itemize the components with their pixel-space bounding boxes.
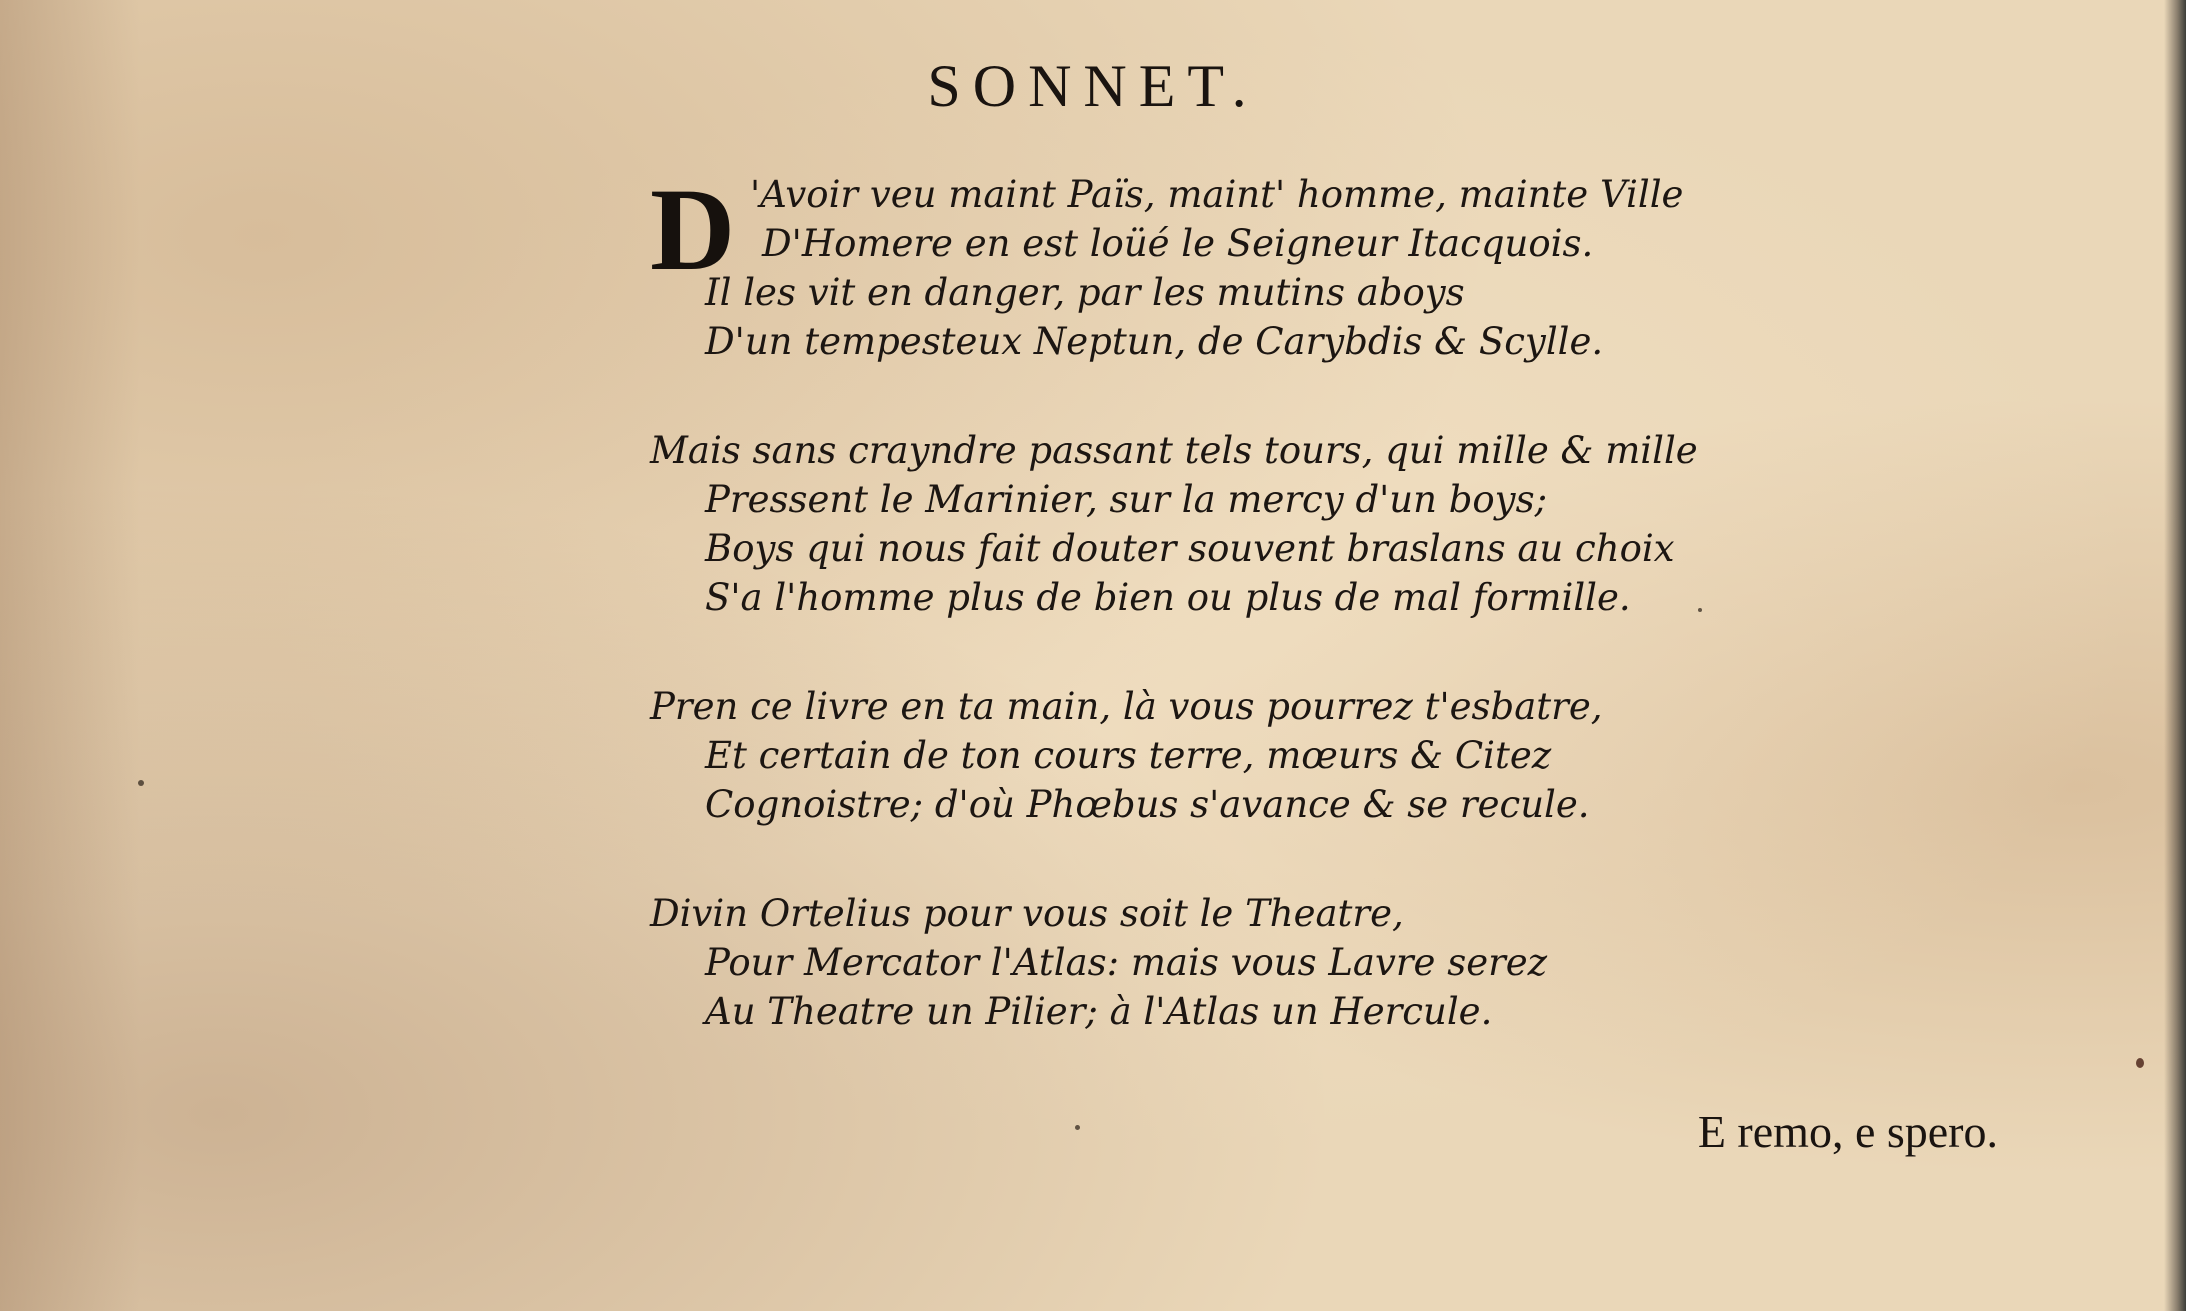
- verse-line: Cognoistre; d'où Phœbus s'avance & se recule.: [705, 783, 1590, 826]
- ink-speck: [1698, 608, 1702, 612]
- verse-line: D'Homere en est loüé le Seigneur Itacquois.: [762, 222, 1594, 265]
- ink-speck: [2136, 1058, 2144, 1068]
- verse-line: Pressent le Marinier, sur la mercy d'un boys;: [705, 478, 1548, 521]
- page-shadow: [0, 0, 140, 1311]
- sonnet-body: [650, 164, 1800, 1096]
- verse-line: S'a l'homme plus de bien ou plus de mal formille.: [705, 576, 1631, 619]
- stanza-4: [650, 889, 1800, 1036]
- stanza-3: [650, 682, 1800, 829]
- verse-line: Et certain de ton cours terre, mœurs & Citez: [705, 734, 1552, 777]
- verse-line: Mais sans crayndre passant tels tours, qui mille & mille: [650, 429, 1698, 472]
- drop-cap: D: [650, 164, 736, 295]
- verse-line: Pren ce livre en ta main, là vous pourrez t'esbatre,: [650, 685, 1603, 728]
- verse-line: Il les vit en danger, par les mutins aboys: [705, 271, 1465, 314]
- page-title: SONNET.: [927, 53, 1259, 119]
- motto: E remo, e spero.: [1697, 1106, 1998, 1157]
- ink-speck: [138, 780, 144, 786]
- verse-line: 'Avoir veu maint Païs, maint' homme, mainte Ville: [750, 173, 1684, 216]
- verse-line: D'un tempesteux Neptun, de Carybdis & Scylle.: [705, 320, 1604, 363]
- stanza-1: [650, 164, 1800, 366]
- verse-line: Boys qui nous fait douter souvent braslans au choix: [705, 527, 1675, 570]
- page-edge: [2164, 0, 2186, 1311]
- verse-line: Pour Mercator l'Atlas: mais vous Lavre serez: [705, 941, 1548, 984]
- ink-speck: [1075, 1125, 1080, 1130]
- verse-line: Divin Ortelius pour vous soit le Theatre,: [650, 892, 1404, 935]
- stanza-2: [650, 426, 1800, 622]
- verse-line: Au Theatre un Pilier; à l'Atlas un Hercule.: [705, 990, 1493, 1033]
